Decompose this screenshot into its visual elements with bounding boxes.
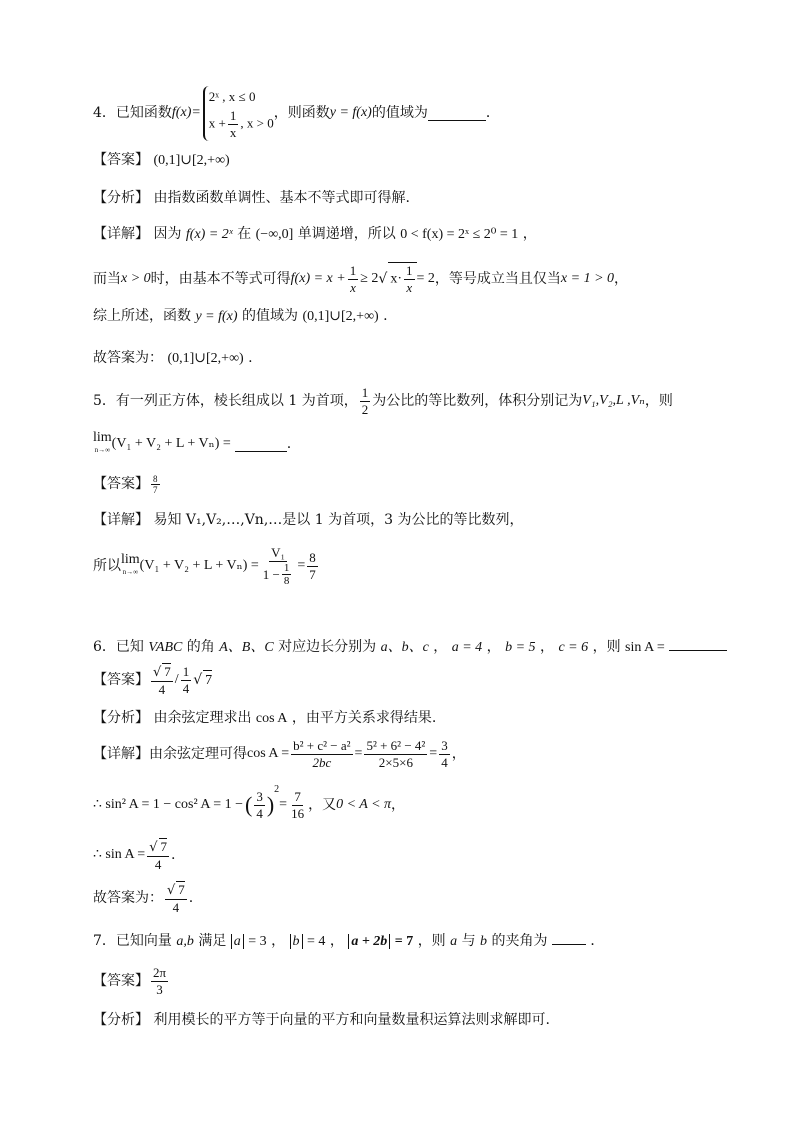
text: 所以 <box>93 558 121 574</box>
slash: / <box>174 672 179 687</box>
text: . <box>286 436 292 452</box>
answer-blank <box>552 930 586 945</box>
math: ∴ sin A = <box>93 847 146 862</box>
case-2: x + $\frac{1}{x}$ , x > 0 <box>208 107 274 140</box>
fraction-denominator: 2 <box>361 401 369 417</box>
fraction-denominator: 4 <box>154 856 162 872</box>
math: ∴ sin² A = 1 − cos² A = 1 − <box>93 797 244 812</box>
text: ， <box>614 271 629 287</box>
text: ，则 <box>644 393 673 409</box>
q4-detail-2: 而当 x > 0 时，由基本不等式可得 f(x) = x + $\frac{1}{x}$ ≥ 2 √ x· $\frac{1}{x}$ = 2 ，等号成立当且仅当 x = 1 > 0 ， <box>93 262 629 295</box>
analysis-label: 【分析】 <box>93 1012 149 1028</box>
fraction-numerator: b² + c² − a² <box>293 737 351 753</box>
text: 6．已知 <box>93 639 144 655</box>
math: = <box>354 746 363 761</box>
math: = 4 <box>307 934 326 949</box>
text: 已知函数 <box>115 105 172 121</box>
text: 而当 <box>93 271 121 287</box>
q7-stem <box>93 930 604 952</box>
fraction-denominator: 4 <box>182 680 190 696</box>
q4-analysis <box>93 188 410 208</box>
answer-blank <box>669 636 727 651</box>
math: cos A = <box>247 746 290 761</box>
radicand: 7 <box>164 663 171 679</box>
math: = 2 <box>416 271 435 286</box>
math: (V₁ + V₂ + L + Vₙ) = <box>139 558 259 573</box>
math: c = 6 <box>558 640 589 655</box>
text: . <box>383 308 388 324</box>
lim: lim <box>121 552 140 567</box>
q4-detail-3 <box>93 306 388 327</box>
text: ，则 <box>592 639 621 655</box>
text: ， <box>522 226 537 242</box>
limit <box>121 554 140 578</box>
math: f(x)= <box>171 105 201 120</box>
text: ， <box>391 797 406 813</box>
q4-detail-1 <box>93 224 537 245</box>
q6-analysis <box>93 708 436 729</box>
fraction-numerator: 5² + 6² − 4² <box>366 737 426 753</box>
math: a <box>450 934 458 949</box>
fraction-denominator: 2×5×6 <box>378 754 413 770</box>
text: ． <box>485 105 500 121</box>
detail-label: 【详解】 <box>93 226 149 242</box>
text: 由余弦定理求出 <box>153 710 252 726</box>
text: 故答案为： <box>93 350 163 366</box>
fraction-denominator: 4 <box>158 681 166 697</box>
text: 故答案为： <box>93 890 163 906</box>
fraction-numerator: V₁ <box>271 545 286 560</box>
fraction-denominator: 4 <box>441 754 448 770</box>
text: 综上所述，函数 <box>93 308 191 324</box>
q6-final: 故答案为： $\frac{√ 7}{4}$ . <box>93 881 194 915</box>
fraction-numerator: 3 <box>441 737 448 753</box>
analysis-text: 由指数函数单调性、基本不等式即可得解. <box>153 190 410 206</box>
fraction-denominator: 3 <box>156 981 163 997</box>
text: ， <box>329 933 344 949</box>
math: ≥ 2 <box>360 271 379 286</box>
q6-stem <box>93 636 727 658</box>
q6-detail-3: ∴ sin A = $\frac{√ 7}{4}$ . <box>93 838 176 872</box>
q4-final <box>93 348 253 369</box>
text: ． <box>590 933 605 949</box>
math: = 7 <box>394 934 414 949</box>
q6-detail-1 <box>93 734 466 774</box>
answer-label: 【答案】 <box>93 672 149 688</box>
text: ，由平方关系求得结果. <box>291 710 437 726</box>
math: x > 0 <box>121 271 151 286</box>
math: (0,1]∪[2,+∞) <box>302 309 379 324</box>
math: b = 5 <box>505 640 536 655</box>
case-1: 2ˣ , x ≤ 0 <box>208 88 256 104</box>
q7-answer <box>93 962 170 1000</box>
q5-stem <box>93 384 673 418</box>
fraction-numerator: 7 <box>294 788 301 804</box>
text: 的值域为 <box>371 105 428 121</box>
answer-blank <box>235 437 287 452</box>
text: ，又 <box>308 797 337 813</box>
text: 因为 <box>153 226 182 242</box>
lim: lim <box>93 430 112 445</box>
text: ， <box>451 746 466 762</box>
answer-label: 【答案】 <box>93 973 149 989</box>
math: a、b、c <box>380 640 429 655</box>
math: 0 < f(x) = 2ˣ ≤ 2⁰ = 1 <box>400 227 519 242</box>
text: 为公比的等比数列，体积分别记为 <box>372 393 583 409</box>
q6-detail-2: ∴ sin² A = 1 − cos² A = 1 − ( $\frac{3}{4}$ ) 2 = $\frac{7}{16}$ ，又 0 < A < π ， <box>93 784 406 821</box>
math: V₁,V₂,L ,Vₙ <box>582 393 645 408</box>
text: 易知 V₁,V₂,…,Vn,…是以 1 为首项，3 为公比的等比数列， <box>153 512 524 528</box>
text: 5．有一列正方体，棱长组成以 1 为首项， <box>93 393 358 409</box>
text: 的值域为 <box>242 308 298 324</box>
math: a,b <box>176 934 194 949</box>
q7-analysis <box>93 1010 550 1030</box>
text: ， <box>271 933 286 949</box>
fraction-denominator: 2bc <box>312 754 332 770</box>
radicand: 7 <box>178 881 185 897</box>
text: ，则函数 <box>273 105 330 121</box>
q4-answer <box>93 150 230 171</box>
math: (−∞,0] <box>255 227 294 242</box>
fraction-numerator: 1 <box>361 384 369 400</box>
math: f(x) = x + <box>290 271 346 286</box>
text: 7．已知向量 <box>93 933 172 949</box>
text: . <box>248 350 253 366</box>
fraction-numerator: 3 <box>256 788 263 804</box>
answer-label: 【答案】 <box>93 152 149 168</box>
q5-stem-2 <box>93 432 291 456</box>
paren-open: ( <box>245 792 253 817</box>
answer-blank <box>428 106 486 121</box>
analysis-text: 利用模长的平方等于向量的平方和向量数量积运算法则求解即可. <box>153 1012 550 1028</box>
piecewise <box>201 86 274 141</box>
text: 对应边长分别为 <box>278 639 377 655</box>
text: 单调递增，所以 <box>297 226 396 242</box>
text: 由余弦定理可得 <box>149 746 247 762</box>
fraction-denominator: 7 <box>309 566 316 582</box>
question-number: 4． <box>93 105 116 121</box>
fraction-denominator: 4 <box>172 899 180 915</box>
math: (0,1]∪[2,+∞) <box>167 351 244 366</box>
text: 时，由基本不等式可得 <box>150 271 291 287</box>
fraction-numerator: 8 <box>153 473 158 484</box>
math: sin A = <box>625 640 665 655</box>
text: ， <box>433 639 448 655</box>
fraction-numerator: 8 <box>309 549 316 565</box>
fraction-numerator: 1 <box>182 663 190 679</box>
lim-sub: n→∞ <box>94 446 111 454</box>
math: = <box>297 558 306 573</box>
math: = <box>429 746 438 761</box>
text: . <box>188 890 194 906</box>
math: (V₁ + V₂ + L + Vₙ) = <box>111 436 231 451</box>
math: x = 1 > 0 <box>560 271 615 286</box>
math: a = 4 <box>451 640 483 655</box>
q4-stem <box>93 88 500 140</box>
limit <box>93 432 112 456</box>
math: A、B、C <box>219 640 274 655</box>
detail-label: 【详解】 <box>93 746 149 762</box>
math: VABC <box>148 640 183 655</box>
math: a + 2b <box>348 934 390 949</box>
math: cos A <box>255 711 288 726</box>
math: b <box>480 934 488 949</box>
abs-a: a <box>231 934 244 949</box>
text: 的角 <box>186 639 215 655</box>
lim-sub: n→∞ <box>122 568 139 576</box>
q5-detail-2: 所以 lim n→∞ (V₁ + V₂ + L + Vₙ) = V₁ 1 − $\frac{1}{8}$ = $\frac{8}{7}$ <box>93 545 316 587</box>
math: 0 < A < π <box>336 797 392 812</box>
text: 的夹角为 <box>491 933 548 949</box>
answer-text: (0,1]∪[2,+∞) <box>153 153 230 168</box>
q5-answer <box>93 472 162 496</box>
text: ， <box>540 639 554 655</box>
paren-close: ) <box>266 792 275 817</box>
sqrt-sign: √ <box>378 271 388 287</box>
math: = 3 <box>248 934 267 949</box>
radicand: 7 <box>203 670 212 691</box>
math: = <box>279 797 288 812</box>
analysis-label: 【分析】 <box>93 710 149 726</box>
text: 满足 <box>198 933 227 949</box>
fraction-denominator: 7 <box>153 484 158 495</box>
text: ， <box>486 639 501 655</box>
math: y = f(x) <box>195 309 238 324</box>
fraction-denominator: 16 <box>291 805 305 821</box>
q5-detail-1 <box>93 510 523 530</box>
text: 在 <box>237 226 252 242</box>
text: . <box>171 847 176 863</box>
math: 1 − <box>262 566 280 582</box>
q6-answer: 【答案】 $\frac{√ 7}{4}$ / $\frac{1}{4}$ √ 7 <box>93 663 213 697</box>
abs-b: b <box>290 934 303 949</box>
math: , x > 0 <box>240 114 274 130</box>
detail-label: 【详解】 <box>93 512 149 528</box>
sqrt-body: x· $\frac{1}{x}$ <box>388 262 416 296</box>
text: ，等号成立当且仅当 <box>434 271 561 287</box>
answer-label: 【答案】 <box>93 476 149 492</box>
analysis-label: 【分析】 <box>93 190 149 206</box>
fraction-numerator: 2π <box>153 964 167 980</box>
fraction-denominator: 4 <box>256 805 263 821</box>
math: f(x) = 2ˣ <box>185 227 233 242</box>
radicand: 7 <box>160 838 168 854</box>
math: y = f(x) <box>329 105 372 120</box>
text: 与 <box>461 933 476 949</box>
text: ，则 <box>417 933 446 949</box>
